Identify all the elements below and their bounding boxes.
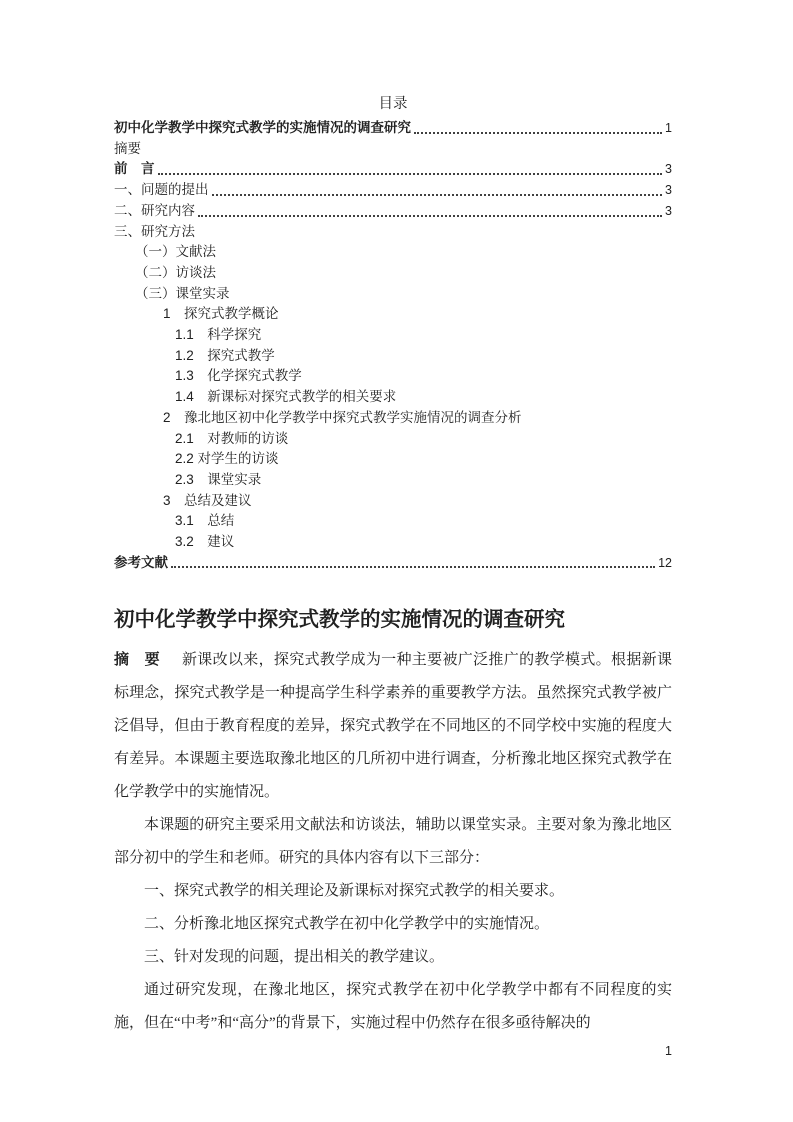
toc-entry-label: 1.3 化学探究式教学 — [175, 368, 302, 384]
toc-entry — [114, 470, 672, 491]
toc-entry-label: 2.3 课堂实录 — [175, 471, 262, 487]
paragraph-text: 本课题的研究主要采用文献法和访谈法，辅助以课堂实录。主要对象为豫北地区部分初中的学生和老师。研究的具体内容有以下三部分： — [114, 817, 672, 867]
toc-entry-label: （三）课堂实录 — [135, 285, 230, 301]
toc-page-number: 3 — [665, 162, 672, 177]
toc-entry-label: 2.2 对学生的访谈 — [175, 451, 279, 467]
toc-list — [114, 118, 672, 573]
page-number: 1 — [665, 1044, 672, 1058]
toc-entry-label: （一）文献法 — [135, 244, 216, 260]
paragraph-text: 新课改以来，探究式教学成为一种主要被广泛推广的教学模式。根据新课标理念，探究式教学是一种提高学生科学素养的重要教学方法。虽然探究式教学被广泛倡导，但由于教育程度的差异，探究式教学在不同地区的不同学校中实施的程度大有差异。本课题主要选取豫北地区的几所初中进行调查，分析豫北地区探究式教学在化学教学中的实施情况。 — [114, 652, 672, 801]
toc-dot-leader — [158, 173, 663, 175]
toc-entry-label: 1.2 探究式教学 — [175, 347, 275, 363]
article-title: 初中化学教学中探究式教学的实施情况的调查研究 — [114, 608, 565, 632]
toc-entry — [114, 263, 672, 284]
toc-heading: 目录 — [378, 96, 408, 112]
toc-entry-label: 一、问题的提出 — [114, 182, 209, 198]
toc-entry-label: 3.2 建议 — [175, 534, 235, 550]
toc-entry-label: 初中化学教学中探究式教学的实施情况的调查研究 — [114, 120, 411, 135]
paragraph — [114, 974, 672, 1040]
toc-entry — [114, 304, 672, 325]
toc-entry-label: 2.1 对教师的访谈 — [175, 430, 289, 446]
toc-entry-label: 三、研究方法 — [114, 223, 195, 239]
toc-dot-leader — [171, 566, 655, 568]
toc-page-number: 3 — [665, 183, 672, 198]
toc-entry — [114, 491, 672, 512]
paragraph-text: 三、针对发现的问题，提出相关的教学建议。 — [144, 949, 445, 966]
article-body — [114, 643, 672, 1040]
toc-entry-label: 1 探究式教学概论 — [163, 306, 279, 322]
toc-page-number: 12 — [658, 555, 672, 570]
toc-entry — [114, 201, 672, 222]
toc-entry — [114, 118, 672, 139]
paragraph — [114, 908, 672, 941]
table-of-contents — [114, 93, 672, 573]
toc-entry — [114, 387, 672, 408]
paragraph — [114, 875, 672, 908]
toc-page-number: 1 — [665, 121, 672, 135]
toc-entry — [114, 553, 672, 574]
toc-entry — [114, 366, 672, 387]
toc-entry — [114, 408, 672, 429]
toc-entry-label: 3.1 总结 — [175, 513, 235, 529]
paragraph-text: 通过研究发现，在豫北地区，探究式教学在初中化学教学中都有不同程度的实施，但在“中考”和“高分”的背景下，实施过程中仍然存在很多亟待解决的 — [114, 982, 672, 1032]
toc-entry — [114, 511, 672, 532]
toc-entry — [114, 429, 672, 450]
toc-entry — [114, 242, 672, 263]
paragraph-text: 一、探究式教学的相关理论及新课标对探究式教学的相关要求。 — [144, 883, 565, 900]
toc-entry-label: 3 总结及建议 — [163, 492, 252, 508]
toc-entry-label: 2 豫北地区初中化学教学中探究式教学实施情况的调查分析 — [163, 409, 522, 425]
paragraph-text: 二、分析豫北地区探究式教学在初中化学教学中的实施情况。 — [144, 916, 550, 933]
page-content — [114, 93, 672, 1040]
toc-entry — [114, 532, 672, 553]
toc-entry — [114, 139, 672, 160]
paragraph — [114, 809, 672, 875]
paragraph — [114, 941, 672, 974]
article — [114, 607, 672, 1040]
toc-dot-leader — [414, 132, 662, 134]
toc-entry-label: 参考文献 — [114, 554, 168, 570]
toc-entry-label: 二、研究内容 — [114, 202, 195, 218]
abstract-label: 摘 要 — [114, 651, 160, 669]
toc-entry — [114, 325, 672, 346]
toc-entry-label: 前 言 — [114, 161, 155, 177]
toc-entry-label: 1.1 科学探究 — [175, 327, 262, 343]
toc-dot-leader — [198, 215, 662, 217]
toc-entry-label: 摘要 — [114, 140, 141, 156]
toc-entry — [114, 284, 672, 305]
toc-entry — [114, 222, 672, 243]
toc-entry-label: （二）访谈法 — [135, 264, 216, 280]
toc-entry — [114, 159, 672, 180]
toc-page-number: 3 — [665, 203, 672, 218]
paragraph — [114, 643, 672, 809]
toc-entry — [114, 180, 672, 201]
toc-dot-leader — [212, 194, 663, 196]
toc-entry — [114, 346, 672, 367]
toc-entry-label: 1.4 新课标对探究式教学的相关要求 — [175, 389, 397, 405]
toc-entry — [114, 449, 672, 470]
